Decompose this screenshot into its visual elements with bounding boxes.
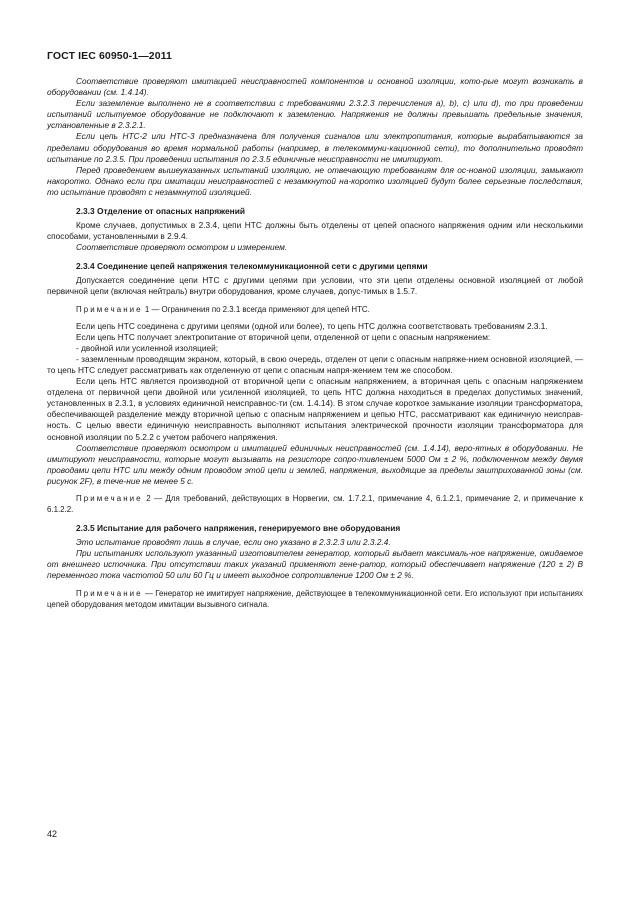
section-heading-2-3-3: 2.3.3 Отделение от опасных напряжений	[76, 206, 246, 217]
paragraph: Допускается соединение цепи НТС с другими цепями при условии, что эти цепи отделены основной изоляцией от любой первичной цепи (включая нейтраль) внутри оборудования, кроме случаев, допус-тимых в 1.5.7.	[47, 275, 583, 297]
paragraph: Перед проведением вышеуказанных испытаний изоляцию, не отвечающую требованиям для ос-новной изоляции, замыкают накоротко. Однако если при имитации неисправностей с незамкнутой на-коротко изоляцией будут более серьезные последствия, то испытание проводят с незамкнутой изоляцией.	[47, 164, 583, 197]
paragraph: Соответствие проверяют осмотром и имитацией единичных неисправностей (см. 1.4.14), веро-ятных в оборудовании. Не имитируют неисправности, которые могут вызывать на резисторе сопро-тивлением 5000 Ом ± 2 %, подключенном между двумя проводами цепи НТС или между одним проводом этой цепи и землей, напряжения, выходящие за пределы заштрихованной зоны (см. рисунок 2F), в тече-ние не менее 5 с.	[47, 442, 583, 486]
paragraph: Если цепь НТС соединена с другими цепями (одной или более), то цепь НТС должна соответствовать требованиям 2.3.1.	[76, 320, 548, 331]
note-label: Примечание	[76, 304, 143, 314]
paragraph: При испытаниях используют указанный изготовителем генератор, который выдает максималь-ное напряжение, ожидаемое от внешнего источника. При отсутствии таких указаний применяют гене-ратор, который обеспечивает напряжение (120 ± 2) В переменного тока частотой 50 или 60 Гц и имеет выходное сопротивление 1200 Ом ± 2 %.	[47, 548, 583, 581]
page-number: 42	[47, 829, 58, 839]
document-body	[47, 76, 583, 616]
paragraph: Если заземление выполнено не в соответствии с требованиями 2.3.2.3 перечисления a), b), c) или d), то при проведении испытаний испытуемое оборудование не подключают к заземлению. Напряжения не должны превышать предельные значения, установленные в 2.3.2.1.	[47, 98, 583, 131]
note-text: 1 — Ограничения по 2.3.1 всегда применяют для цепей НТС.	[142, 304, 370, 314]
note-1	[47, 304, 583, 315]
note-text: — Генератор не имитирует напряжение, действующее в телекоммуникационной сети. Его используют при испытаниях цепей оборудования методом имитации вызывного сигнала.	[47, 588, 583, 609]
section-heading-2-3-5: 2.3.5 Испытание для рабочего напряжения, генерируемого вне оборудования	[76, 523, 401, 534]
paragraph: Соответствие проверяют осмотром и измерением.	[76, 242, 288, 253]
note-text: 2 — Для требований, действующих в Норвегии, см. 1.7.2.1, примечание 4, 6.1.2.1, примечание 2, и примечание к 6.1.2.2.	[47, 494, 583, 515]
list-item: - двойной или усиленной изоляцией;	[76, 342, 219, 353]
note-label: Примечание	[76, 588, 143, 598]
paragraph: Если цепь НТС получает электропитание от вторичной цепи, отделенной от цепи с опасным напряжением:	[76, 331, 491, 342]
paragraph: Если цепь НТС-2 или НТС-3 предназначена для получения сигналов или электропитания, которые вырабатываются за пределами оборудования во время нормальной работы (например, в телекоммуни-кационной сети), то дополнительно проводят испытание по 2.3.5. При проведении испытания по 2.3.5 единичные неисправности не имитируют.	[47, 131, 583, 164]
note-2	[47, 493, 583, 515]
document-header: ГОСТ IEC 60950-1—2011	[47, 50, 172, 62]
paragraph: Соответствие проверяют имитацией неисправностей компонентов и основной изоляции, кото-рые могут возникать в оборудовании (см. 1.4.14).	[47, 76, 583, 98]
section-heading-2-3-4: 2.3.4 Соединение цепей напряжения телекоммуникационной сети с другими цепями	[76, 261, 428, 272]
note-label: Примечание	[76, 494, 143, 503]
paragraph: Если цепь НТС является производной от вторичной цепи с опасным напряжением, а вторичная цепь с опасным напряжением отделена от первичной цепи двойной или усиленной изоляцией, то цепь НТС должна находиться в пределах допустимых значений, установленных в 2.3.1, в условиях единичной неисправнос-ти (см. 1.4.14). В этом случае короткое замыкание изоляции трансформатора, обеспечивающей разделение между вторичной цепью с опасным напряжением и цепью НТС, рассматривают как единичную неисправ-ность. С целью ввести единичную неисправность выполняют испытания электрической прочности изоляции трансформатора для основной изоляции по 5.2.2 с учетом рабочего напряжения.	[47, 376, 583, 442]
paragraph: Это испытание проводят лишь в случае, если оно указано в 2.3.2.3 или 2.3.2.4.	[76, 537, 391, 548]
list-item: - заземленным проводящим экраном, который, в свою очередь, отделен от цепи с опасным напряже-нием основной изоляцией, — то цепь НТС следует рассматривать как отделенную от цепи с опасным напря-жением тем же способом.	[47, 353, 583, 375]
note-3	[47, 588, 583, 610]
paragraph: Кроме случаев, допустимых в 2.3.4, цепи НТС должны быть отделены от цепей опасного напряжения одним или несколькими способами, установленными в 2.9.4.	[47, 220, 583, 242]
